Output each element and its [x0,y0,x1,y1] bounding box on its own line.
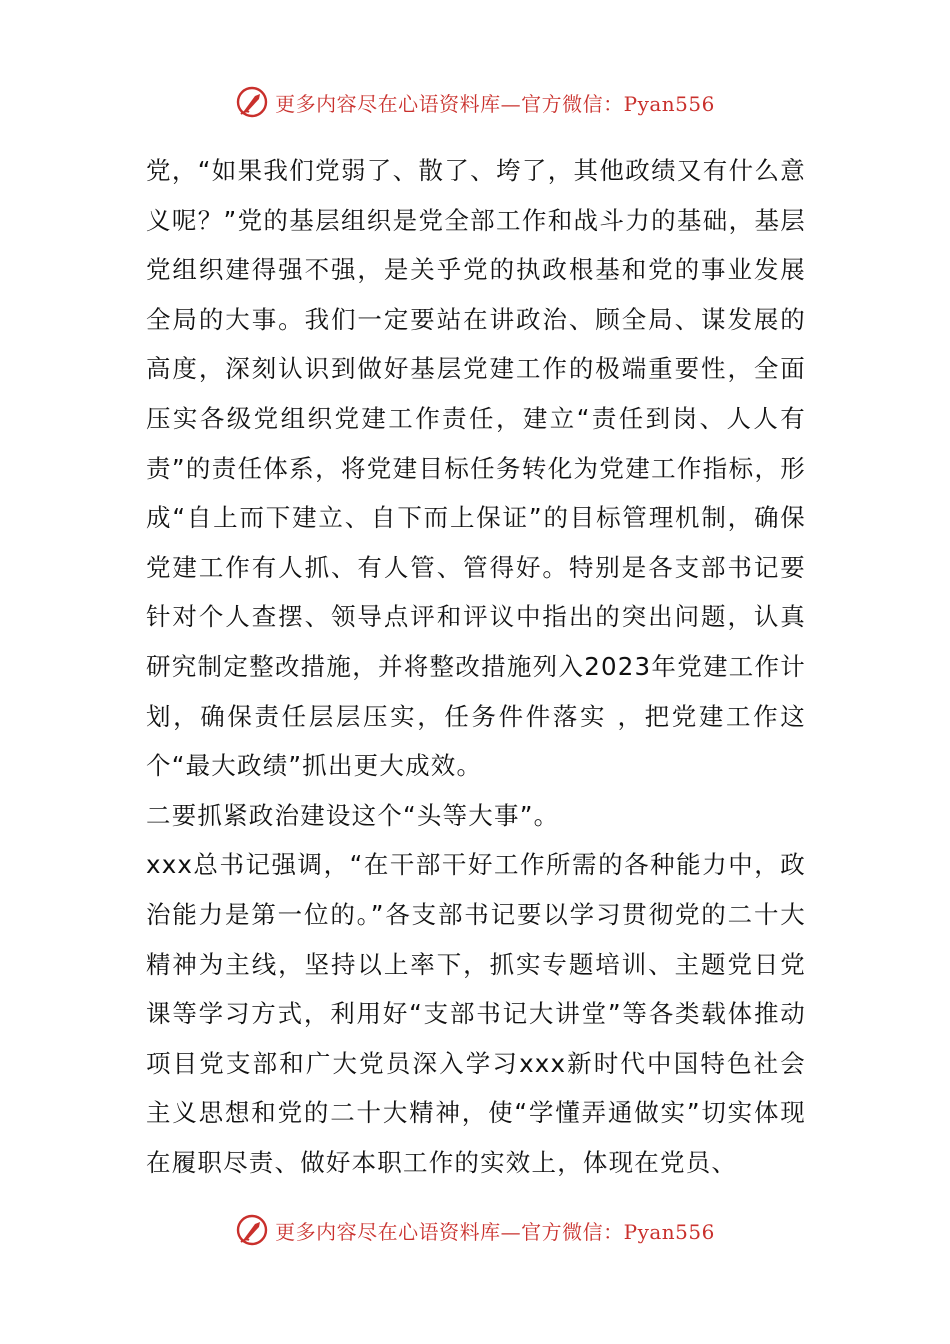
footer-banner [0,1210,950,1250]
document-body [146,146,806,1187]
pen-nib-logo-icon [235,85,269,119]
pen-nib-logo-icon [235,1213,269,1247]
header-banner [0,82,950,122]
header-banner-text: 更多内容尽在心语资料库—官方微信：Pyan556 [275,91,715,116]
paragraph-3: xxx总书记强调，“在干部干好工作所需的各种能力中，政治能力是第一位的。”各支部书记要以学习贯彻党的二十大精神为主线，坚持以上率下，抓实专题培训、主题党日党课等学习方式，利用好“支部书记大讲堂”等各类载体推动项目党支部和广大党员深入学习xxx新时代中国特色社会主义思想和党的二十大精神，使“学懂弄通做实”切实体现在履职尽责、做好本职工作的实效上，体现在党员、 [146,850,806,1177]
footer-banner-text: 更多内容尽在心语资料库—官方微信：Pyan556 [275,1219,715,1244]
paragraph-1: 党，“如果我们党弱了、散了、垮了，其他政绩又有什么意义呢？”党的基层组织是党全部工作和战斗力的基础，基层党组织建得强不强，是关乎党的执政根基和党的事业发展全局的大事。我们一定要站在讲政治、顾全局、谋发展的高度，深刻认识到做好基层党建工作的极端重要性，全面压实各级党组织党建工作责任，建立“责任到岗、人人有责”的责任体系，将党建目标任务转化为党建工作指标，形成“自上而下建立、自下而上保证”的目标管理机制，确保党建工作有人抓、有人管、管得好。特别是各支部书记要针对个人查摆、领导点评和评议中指出的突出问题，认真研究制定整改措施，并将整改措施列入2023年党建工作计划，确保责任层层压实，任务件件落实 ，把党建工作这个“最大政绩”抓出更大成效。 [146,156,806,781]
paragraph-2-heading: 二要抓紧政治建设这个“头等大事”。 [146,800,560,830]
